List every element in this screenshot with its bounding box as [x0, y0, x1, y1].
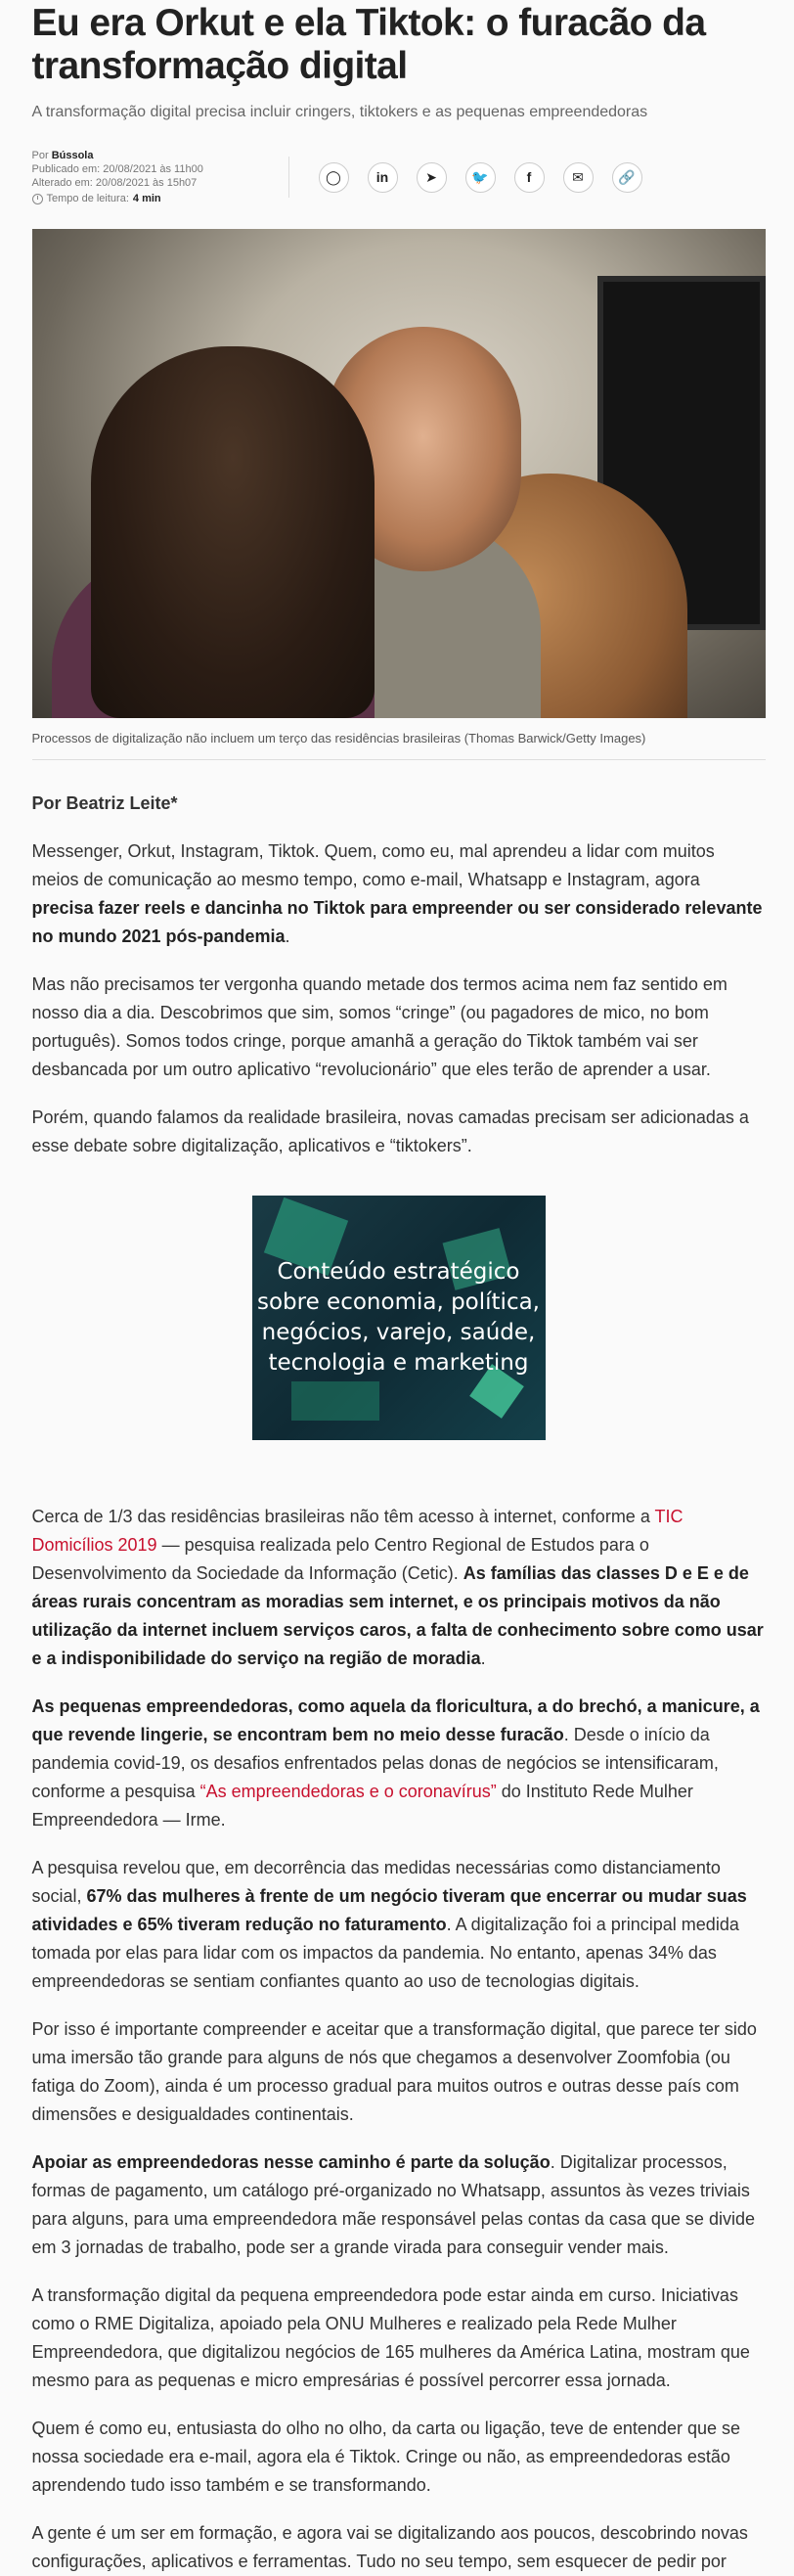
banner-text: Conteúdo estratégico sobre economia, política, negócios, varejo, saúde, tecnologia e marketing	[256, 1259, 540, 1376]
linkedin-icon: in	[375, 169, 389, 185]
paragraph-11: A gente é um ser em formação, e agora vai se digitalizando aos poucos, descobrindo novas configurações, aplicativos e ferramentas. Tudo no seu tempo, sem esquecer de pedir por	[31, 2523, 748, 2571]
hero-person-left	[91, 346, 375, 718]
reading-label: Tempo de leitura:	[46, 193, 129, 204]
paragraph-10: Quem é como eu, entusiasta do olho no olho, da carta ou ligação, teve de entender que se nossa sociedade era e-mail, agora ela é Tiktok. Cringe ou não, as empreendedoras estão aprendendo tudo isso também e se transformando.	[31, 2418, 740, 2495]
share-facebook-button[interactable]	[514, 162, 545, 193]
share-buttons	[319, 162, 642, 193]
ad-banner[interactable]	[252, 1196, 546, 1440]
share-twitter-button[interactable]	[465, 162, 496, 193]
copy-link-button[interactable]	[612, 162, 642, 193]
link-icon: 🔗	[618, 168, 636, 185]
twitter-icon: 🐦	[471, 168, 489, 185]
article-meta	[32, 149, 288, 205]
share-telegram-button[interactable]	[417, 162, 447, 193]
paragraph-5: As pequenas empreendedoras, como aquela da floricultura, a do brechó, a manicure, a que revende lingerie, se encontram bem no meio desse furacão. Desde o início da pandemia covid-19, os desafios enfrentados pelas donas de negócios se intensificaram, conforme a pesquisa “As empreendedoras e o coronavírus” do Instituto Rede Mulher Empreendedora — Irme.	[31, 1696, 760, 1830]
clock-icon	[32, 194, 43, 204]
paragraph-8: Apoiar as empreendedoras nesse caminho é parte da solução. Digitalizar processos, formas de pagamento, um catálogo pré-organizado no Whatsapp, assuntos às vezes triviais para alguns, para uma empreendedora mãe responsável pelas contas da casa que se divide em 3 jornadas de trabalho, pode ser a grande virada para conseguir vender mais.	[31, 2152, 755, 2257]
updated-date: Alterado em: 20/08/2021 às 15h07	[31, 177, 198, 189]
paragraph-3: Porém, quando falamos da realidade brasileira, novas camadas precisam ser adicionadas a esse debate sobre digitalização, aplicativos e “tiktokers”.	[31, 1107, 749, 1155]
article-page	[29, 0, 766, 2576]
share-linkedin-button[interactable]	[368, 162, 398, 193]
article-meta-row	[32, 141, 766, 213]
by-label: Por	[31, 150, 49, 161]
banner-shape	[291, 1381, 379, 1421]
brand-link[interactable]: Bússola	[51, 150, 94, 161]
paragraph-2: Mas não precisamos ter vergonha quando metade dos termos acima nem faz sentido em nosso dia a dia. Descobrimos que sim, somos “cringe” (ou pagadores de mico, no bom português). Somos todos cringe, porque amanhã a geração do Tiktok também vai ser desbancada por um outro aplicativo “revolucionário” que eles terão de aprender a usar.	[31, 974, 728, 1079]
facebook-icon: f	[526, 169, 532, 185]
article-subtitle: A transformação digital precisa incluir cringers, tiktokers e as pequenas empreendedoras	[31, 104, 648, 120]
tic-domicilios-link[interactable]: TIC Domicílios 2019	[31, 1507, 684, 1555]
meta-divider	[288, 157, 289, 198]
reading-time-value: 4 min	[132, 193, 161, 204]
hero-image	[32, 229, 766, 718]
whatsapp-icon: ◯	[326, 168, 341, 185]
share-email-button[interactable]	[563, 162, 594, 193]
telegram-icon: ➤	[425, 168, 437, 185]
share-whatsapp-button[interactable]	[319, 162, 349, 193]
reading-time	[32, 192, 288, 205]
published-date: Publicado em: 20/08/2021 às 11h00	[31, 163, 203, 175]
hero-caption: Processos de digitalização não incluem um terço das residências brasileiras (Thomas Barwick/Getty Images)	[32, 730, 766, 760]
paragraph-6: A pesquisa revelou que, em decorrência das medidas necessárias como distanciamento social, 67% das mulheres à frente de um negócio tiveram que encerrar ou mudar suas atividades e 65% tiveram redução no faturamento. A digitalização foi a principal medida tomada por elas para lidar com os impactos da pandemia. No entanto, apenas 34% das empreendedoras se sentiam confiantes quanto ao uso de tecnologias digitais.	[31, 1858, 747, 1991]
pesquisa-empreendedoras-link[interactable]: “As empreendedoras e o coronavírus”	[199, 1782, 497, 1801]
paragraph-1: Messenger, Orkut, Instagram, Tiktok. Quem, como eu, mal aprendeu a lidar com muitos meios de comunicação ao mesmo tempo, como e-mail, Whatsapp e Instagram, agora precisa fazer reels e dancinha no Tiktok para empreender ou ser considerado relevante no mundo 2021 pós-pandemia.	[31, 841, 763, 946]
article-title: Eu era Orkut e ela Tiktok: o furacão da transformação digital	[31, 2, 706, 87]
email-icon: ✉	[572, 168, 584, 185]
paragraph-9: A transformação digital da pequena empreendedora pode estar ainda em curso. Iniciativas como o RME Digitaliza, apoiado pela ONU Mulheres e realizado pela Rede Mulher Empreendedora, que digitalizou negócios de 165 mulheres da América Latina, mostram que mesmo para as pequenas e micro empresárias é possível percorrer essa jornada.	[31, 2285, 750, 2390]
paragraph-7: Por isso é importante compreender e aceitar que a transformação digital, que parece ter sido uma imersão tão grande para alguns de nós que chegamos a desenvolver Zoomfobia (ou fatiga do Zoom), ainda é um processo gradual para muitos outros e outras desse país com dimensões e desigualdades continentais.	[31, 2019, 757, 2124]
article-author: Por Beatriz Leite*	[31, 793, 178, 813]
paragraph-4: Cerca de 1/3 das residências brasileiras não têm acesso à internet, conforme a TIC Domicílios 2019 — pesquisa realizada pelo Centro Regional de Estudos para o Desenvolvimento da Sociedade da Informação (Cetic). As famílias das classes D e E e de áreas rurais concentram as moradias sem internet, e os principais motivos da não utilização da internet incluem serviços caros, a falta de conhecimento sobre como usar e a indisponibilidade do serviço na região de moradia.	[31, 1507, 764, 1668]
